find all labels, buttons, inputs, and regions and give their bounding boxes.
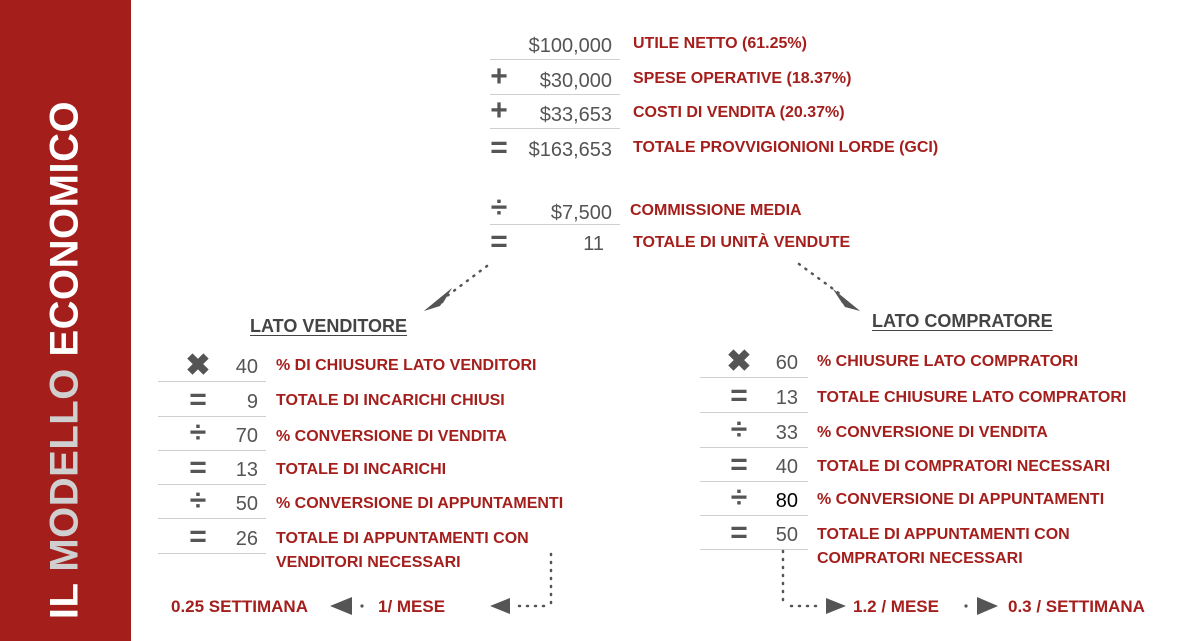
arrow-right-icon [826,598,846,614]
arrow-down-left-icon-part [424,288,452,311]
row-label-line2: COMPRATORI NECESSARI [817,550,1023,567]
row-value: 70 [235,425,258,447]
row-value: 13 [235,459,258,481]
row-label: % CONVERSIONE DI VENDITA [817,424,1048,441]
row-label: COSTI DI VENDITA (20.37%) [633,104,845,121]
row-value: 80 [775,490,798,512]
equals-icon: = [189,451,207,484]
seller-rate-week: 0.25 SETTIMANA [171,597,308,616]
row-label: TOTALE DI UNITÀ VENDUTE [633,234,851,251]
row-value: 50 [235,493,258,515]
divide-icon: ÷ [189,484,207,517]
arrow-left-icon [330,597,352,615]
row-value: 9 [246,391,258,413]
row-label: % CONVERSIONE DI VENDITA [276,428,507,445]
row-value: 33 [775,422,798,444]
buyer-rate-month: 1.2 / MESE [853,597,939,616]
plus-icon: + [490,60,508,93]
row-value: 13 [775,387,798,409]
row-value: 11 [583,233,604,255]
row-label-line2: VENDITORI NECESSARI [276,554,461,571]
row-label: % CHIUSURE LATO COMPRATORI [817,353,1079,370]
row-label: UTILE NETTO (61.25%) [633,35,807,52]
equals-icon: = [490,131,508,164]
row-label: TOTALE DI APPUNTAMENTI CON [817,526,1070,543]
row-label: TOTALE PROVVIGIONIONI LORDE (GCI) [633,139,939,156]
equals-icon: = [730,448,748,481]
row-value: $163,653 [528,139,612,161]
buyer-rate-week: 0.3 / SETTIMANA [1008,597,1145,616]
title-word-il: IL [42,571,87,620]
title-word-economico: ECONOMICO [42,100,87,357]
divide-icon: ÷ [730,481,748,514]
row-label: TOTALE DI INCARICHI CHIUSI [276,392,505,409]
divide-icon: ÷ [189,416,207,449]
row-label: SPESE OPERATIVE (18.37%) [633,70,852,87]
row-label: % CONVERSIONE DI APPUNTAMENTI [817,491,1105,508]
row-label: TOTALE CHIUSURE LATO COMPRATORI [817,389,1127,406]
row-value: 40 [235,356,258,378]
seller-rate-month: 1/ MESE [378,597,446,616]
row-value: 40 [775,456,798,478]
row-label: % CONVERSIONE DI APPUNTAMENTI [276,495,564,512]
row-value: 26 [235,528,258,550]
title-word-modello: MODELLO [42,356,87,572]
divide-icon: ÷ [730,413,748,446]
equals-icon: = [730,516,748,549]
row-value: $100,000 [528,35,612,57]
row-label: % DI CHIUSURE LATO VENDITORI [276,357,537,374]
row-value: 60 [775,352,798,374]
row-value: $7,500 [550,202,612,224]
dotted-connector-right [799,264,840,294]
row-label: COMMISSIONE MEDIA [630,202,802,219]
row-value: 50 [775,524,798,546]
times-icon: ✖ [185,349,211,382]
equals-icon: = [189,383,207,416]
dot-separator [360,604,363,607]
equals-icon: = [490,225,508,258]
row-value: $30,000 [539,70,612,92]
dot-separator [964,604,967,607]
equals-icon: = [189,520,207,553]
row-value: $33,653 [539,104,612,126]
plus-icon: + [490,94,508,127]
times-icon: ✖ [726,345,752,378]
buyer-heading: LATO COMPRATORE [872,311,1053,331]
row-label: TOTALE DI COMPRATORI NECESSARI [817,458,1111,475]
equals-icon: = [730,379,748,412]
divide-icon: ÷ [490,191,508,224]
dotted-connector-left [447,266,487,296]
row-label: TOTALE DI INCARICHI [276,461,447,478]
arrow-right-icon [977,597,998,615]
arrow-left-icon [490,598,510,614]
row-label: TOTALE DI APPUNTAMENTI CON [276,530,529,547]
seller-heading: LATO VENDITORE [250,316,408,336]
